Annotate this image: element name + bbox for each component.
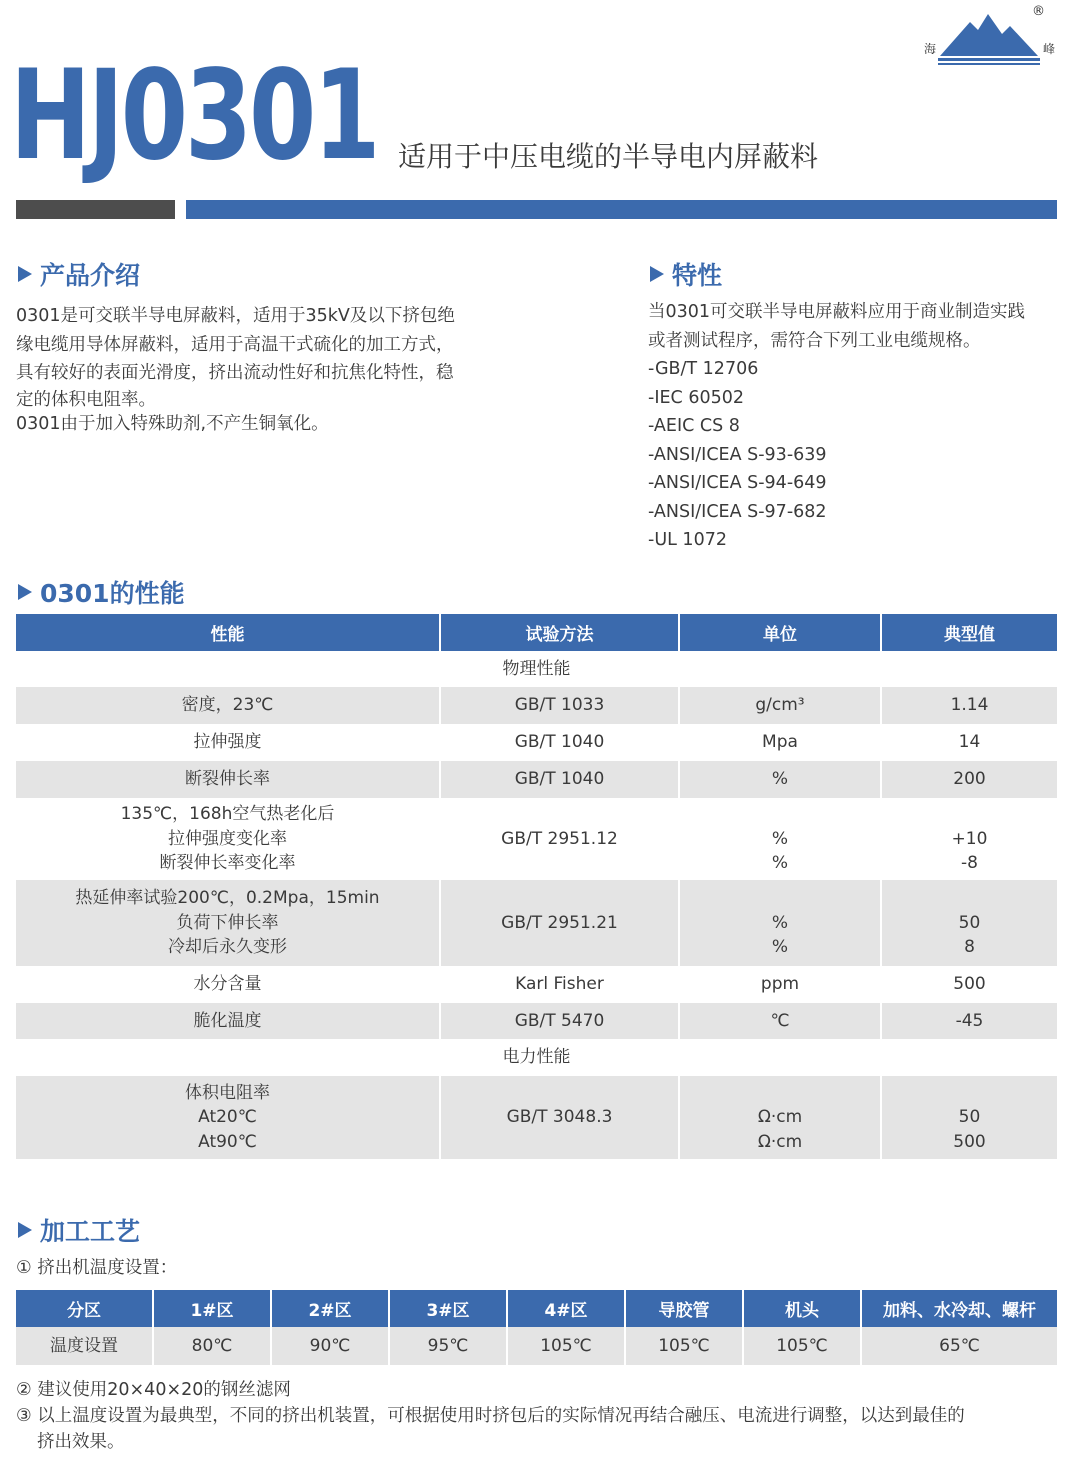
temperature-cell: 105℃ [743,1327,861,1365]
section-label-electrical: 电力性能 [16,1039,1057,1076]
value-line: 50 [958,912,981,933]
unit-line [680,1081,880,1106]
registered-mark: ® [1032,4,1045,19]
product-code: HJ0301 [10,44,378,188]
value-line: -8 [961,853,978,874]
temperature-cell: 105℃ [625,1327,743,1365]
row-label-cell: 温度设置 [16,1327,153,1365]
logo-char-right: 峰 [1043,42,1056,56]
method-cell: Karl Fisher [440,966,679,1003]
intro-line: 0301由于加入特殊助剂,不产生铜氧化。 [16,413,329,434]
header-divider-blue [186,200,1057,219]
standard-item: -GB/T 12706 [648,359,759,379]
unit-cell: ℃ [679,1003,881,1039]
property-cell [16,880,440,966]
value-cell [881,880,1057,966]
column-header: 性能 [16,614,440,651]
value-cell [881,798,1057,880]
property-cell [16,1076,440,1159]
temperature-cell: 95℃ [389,1327,507,1365]
property-cell: 脆化温度 [16,1003,440,1039]
property-cell: 密度，23℃ [16,687,440,724]
performance-heading [18,574,185,610]
value-line [882,1081,1057,1106]
process-note-3-line: ③ 以上温度设置为最典型，不同的挤出机装置，可根据使用时挤包后的实际情况再结合融压、电流进行调整，以达到最佳的 [16,1406,965,1426]
table-header-row [16,1290,1057,1327]
section-label-physical: 物理性能 [16,651,1057,687]
property-line: 拉伸强度变化率 [168,828,287,849]
temperature-cell: 65℃ [861,1327,1057,1365]
value-line: +10 [951,828,988,849]
column-header: 单位 [679,614,881,651]
unit-cell [679,880,881,966]
value-cell: 200 [881,761,1057,798]
temperature-cell: 90℃ [271,1327,389,1365]
features-line: 或者测试程序，需符合下列工业电缆规格。 [648,330,981,351]
process-heading-text: 加工工艺 [40,1217,141,1246]
value-cell: 500 [881,966,1057,1003]
method-cell: GB/T 3048.3 [440,1076,679,1159]
features-heading [650,256,722,292]
unit-line [680,802,880,827]
property-line: At90℃ [198,1131,257,1152]
property-cell: 拉伸强度 [16,724,440,761]
column-header: 4#区 [507,1290,625,1327]
performance-heading-text: 0301的性能 [40,579,185,608]
unit-cell: % [679,761,881,798]
standard-item: -AEIC CS 8 [648,416,740,436]
value-line: 500 [953,1131,986,1152]
standard-item: -IEC 60502 [648,387,744,408]
standard-item: -UL 1072 [648,530,727,550]
table-row [16,687,1057,724]
process-note-1: ① 挤出机温度设置： [16,1258,178,1278]
unit-cell: ppm [679,966,881,1003]
intro-text [16,302,516,436]
section-row [16,1039,1057,1076]
method-cell: GB/T 1040 [440,761,679,798]
property-cell: 断裂伸长率 [16,761,440,798]
table-row [16,798,1057,880]
table-row [16,761,1057,798]
method-cell: GB/T 5470 [440,1003,679,1039]
process-note-3 [16,1403,1066,1455]
property-line: 体积电阻率 [185,1082,270,1103]
process-note-3-line: 挤出效果。 [37,1432,125,1452]
unit-line: % [771,828,789,849]
features-heading-text: 特性 [672,261,723,290]
process-table [16,1290,1057,1365]
column-header: 试验方法 [440,614,679,651]
property-line: 135℃，168h空气热老化后 [120,804,335,825]
features-list [648,298,1060,555]
value-cell: 14 [881,724,1057,761]
table-row [16,1076,1057,1159]
method-cell: GB/T 2951.12 [440,798,679,880]
triangle-bullet-icon [650,266,664,282]
intro-line: 具有较好的表面光滑度，挤出流动性好和抗焦化特性，稳 [16,363,454,383]
header-divider-dark [16,200,175,219]
performance-table [16,614,1057,1159]
column-header: 分区 [16,1290,153,1327]
triangle-bullet-icon [18,584,32,600]
value-line: 50 [958,1107,981,1128]
property-line: 负荷下伸长率 [176,912,279,933]
intro-heading [18,256,140,292]
column-header: 机头 [743,1290,861,1327]
unit-line: % [771,937,789,958]
temperature-cell: 105℃ [507,1327,625,1365]
standard-item: -ANSI/ICEA S-94-649 [648,473,827,493]
unit-cell [679,798,881,880]
table-row [16,966,1057,1003]
table-row [16,1327,1057,1365]
method-cell: GB/T 1033 [440,687,679,724]
product-subtitle: 适用于中压电缆的半导电内屏蔽料 [398,140,819,173]
column-header: 典型值 [881,614,1057,651]
unit-line: Ω·cm [757,1131,803,1152]
unit-line: Ω·cm [757,1107,803,1128]
intro-line: 定的体积电阻率。 [16,389,156,410]
temperature-cell: 80℃ [153,1327,271,1365]
unit-line [680,886,880,911]
method-cell: GB/T 1040 [440,724,679,761]
table-row [16,880,1057,966]
triangle-bullet-icon [18,266,32,282]
intro-line: 0301是可交联半导电屏蔽料，适用于35kV及以下挤包绝 [16,306,455,326]
column-header: 导胶管 [625,1290,743,1327]
intro-heading-text: 产品介绍 [40,261,141,290]
property-line: 冷却后永久变形 [168,937,287,958]
property-line: 热延伸率试验200℃，0.2Mpa，15min [75,888,380,909]
property-line: At20℃ [198,1107,257,1128]
intro-line: 缘电缆用导体屏蔽料，适用于高温干式硫化的加工方式， [16,334,454,355]
unit-cell: g/cm³ [679,687,881,724]
column-header: 3#区 [389,1290,507,1327]
unit-cell: Mpa [679,724,881,761]
value-line: 8 [964,937,975,958]
value-cell [881,1076,1057,1159]
features-line: 当0301可交联半导电屏蔽料应用于商业制造实践 [648,302,1026,322]
property-line: 断裂伸长率变化率 [159,853,296,874]
value-cell: -45 [881,1003,1057,1039]
process-note-2: ② 建议使用20×40×20的钢丝滤网 [16,1380,291,1400]
property-cell: 水分含量 [16,966,440,1003]
column-header: 加料、水冷却、螺杆 [861,1290,1057,1327]
value-line [882,886,1057,911]
logo-char-left: 海 [924,42,937,56]
unit-line: % [771,853,789,874]
standard-item: -ANSI/ICEA S-97-682 [648,501,827,522]
unit-line: % [771,912,789,933]
table-header-row [16,614,1057,651]
column-header: 2#区 [271,1290,389,1327]
section-row [16,651,1057,687]
unit-cell [679,1076,881,1159]
process-heading [18,1212,140,1248]
triangle-bullet-icon [18,1222,32,1238]
method-cell: GB/T 2951.21 [440,880,679,966]
table-row [16,724,1057,761]
value-line [882,802,1057,827]
property-cell [16,798,440,880]
table-row [16,1003,1057,1039]
standard-item: -ANSI/ICEA S-93-639 [648,444,827,465]
column-header: 1#区 [153,1290,271,1327]
value-cell: 1.14 [881,687,1057,724]
